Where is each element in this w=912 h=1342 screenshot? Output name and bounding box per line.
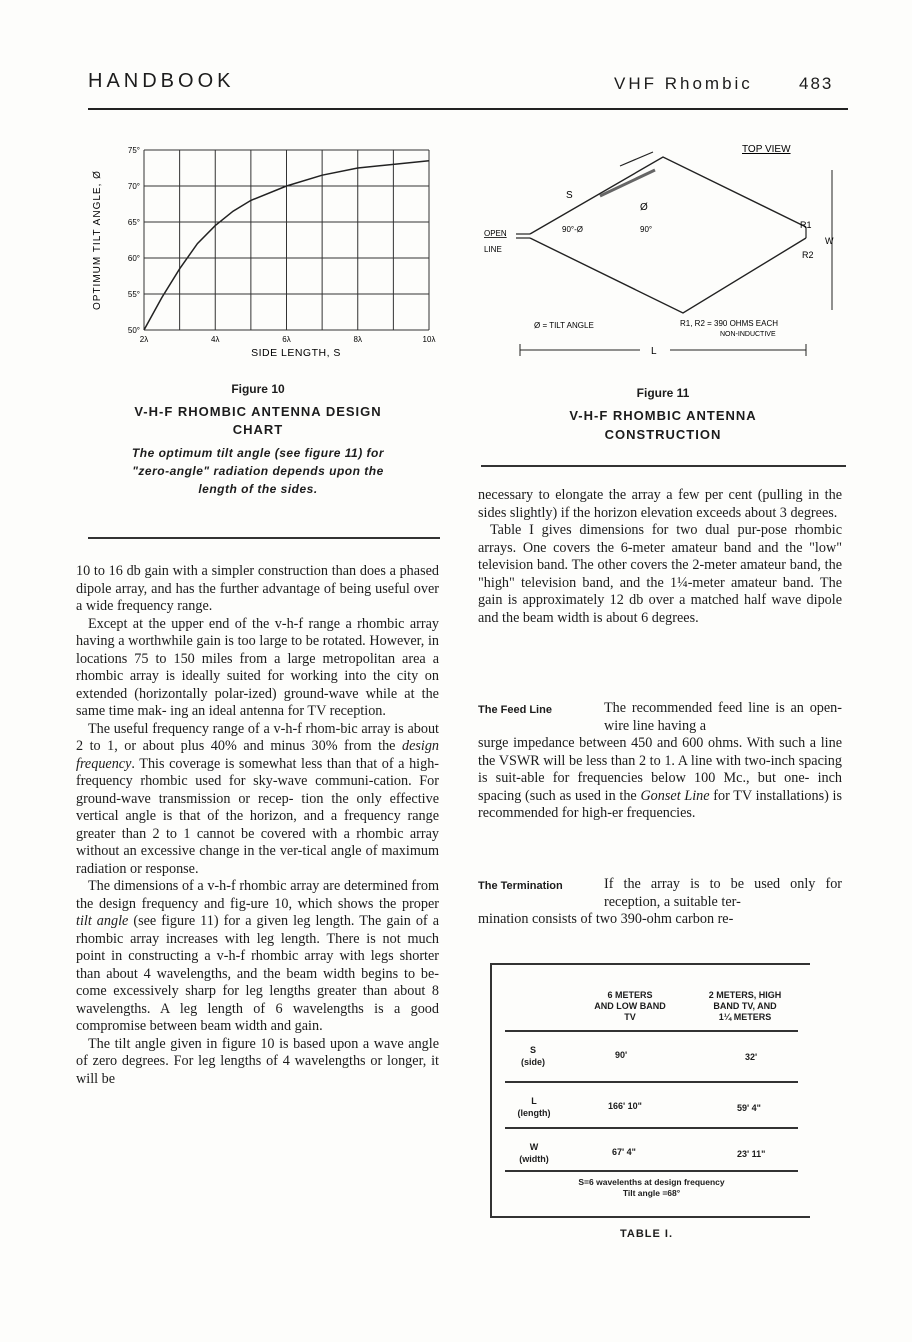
table-col1-header-line: AND LOW BAND: [594, 1001, 666, 1011]
table-row-label-sub: (width): [519, 1154, 549, 1164]
text-line: too large to be rotated. However, in locations: [76, 633, 440, 667]
table-col2-header-line: 1¼ METERS: [718, 1012, 772, 1022]
left-para-1: [76, 563, 439, 616]
text-line: Except at the upper end of the v-h-f range: [88, 615, 341, 632]
header-rule: [88, 108, 848, 110]
text-line: . This: [131, 755, 165, 772]
text-line: upon a wave angle of zero degrees. For leg: [76, 1035, 439, 1069]
y-tick-label: 55°: [127, 290, 140, 299]
table-cell: 166' 10": [608, 1101, 642, 1111]
leg-dimension-line: [620, 152, 653, 166]
text-line: The recommended feed line: [604, 700, 770, 716]
text-line: wavelengths, and the beam width begins to be-: [156, 965, 439, 982]
text-line: is an open-wire line having a: [604, 700, 842, 734]
top-view-label: TOP VIEW: [742, 144, 791, 155]
text-line: determined from the design frequency and fig-: [76, 878, 439, 912]
y-axis-label: OPTIMUM TILT ANGLE, Ø: [92, 170, 103, 310]
text-line: ure 10, which shows the proper: [250, 895, 440, 912]
text-line: come excessively sharp for leg lengths greater: [76, 983, 357, 999]
rhombus-bottom-legs: [530, 238, 806, 313]
text-line: The other covers the 2-meter amateur band,: [571, 557, 821, 573]
text-line: than about 8 wavelengths. A leg length of 6: [76, 983, 439, 1017]
table-row-label-main: S: [529, 1045, 536, 1055]
text-line: rhombic array with legs shorter than about 4: [76, 948, 440, 982]
table-row-label-main: W: [529, 1142, 539, 1152]
text-line: tion the only effective vertical angle is that: [76, 790, 439, 824]
termination-text: [478, 911, 842, 929]
text-line: (see: [128, 913, 157, 929]
table-row-label: [508, 1044, 558, 1068]
text-line: lengths of 4 wavelengths or longer, it will be: [76, 1053, 439, 1087]
right-caption-rule: [481, 465, 846, 467]
termination-heading: The Termination: [478, 880, 563, 892]
text-line: able for frequencies below 100 Mc., but one-: [520, 770, 810, 786]
figure-10-desc-3: length of the sides.: [198, 482, 318, 496]
text-line: pose rhombic arrays. One covers the 6-meter: [478, 522, 842, 556]
figure-11-number: Figure 11: [636, 386, 690, 400]
left-para-3: [76, 721, 439, 879]
table-row-label: [508, 1141, 560, 1165]
figure-10-number: Figure 10: [231, 382, 285, 396]
table-cell: 32': [745, 1052, 758, 1062]
table-row-label: [508, 1095, 560, 1119]
left-caption-rule: [88, 537, 440, 539]
text-line: tical angle of maximum radiation or response.: [76, 843, 439, 877]
table-rule: [505, 1030, 798, 1032]
x-tick-label: 4λ: [211, 335, 220, 344]
table-col2-header-line: 2 METERS, HIGH: [708, 990, 782, 1000]
text-line: array without an excessive change in the ver-: [76, 825, 440, 859]
text-line: wavelengths is a good compromise between: [76, 1000, 439, 1034]
resistor-legend-1: R1, R2 = 390 OHMS EACH: [680, 319, 779, 328]
text-line: If the array is to be used only: [604, 876, 816, 892]
table-footnote: [505, 1177, 798, 1199]
right-para-2: [478, 522, 842, 627]
text-line: a rhombic array increases with leg length.: [76, 913, 439, 947]
text-line: a rhombic array having a worthwhile gain is: [76, 615, 440, 649]
text-line: a rhombic array is ideally suited for working: [76, 650, 440, 684]
right-para-1: [478, 487, 842, 522]
text-line: elevation exceeds about 3 degrees.: [640, 504, 838, 521]
text-line: 10 to 16 db gain with a simpler construction: [76, 563, 328, 579]
figure-10-desc-1: The optimum tilt angle (see figure 11) for: [131, 446, 385, 460]
y-tick-label: 60°: [127, 254, 140, 263]
chart-grid: [144, 150, 429, 330]
r2-label: R2: [802, 250, 814, 260]
feed-line-heading: The Feed Line: [478, 704, 552, 716]
table-row-label-sub: (side): [520, 1057, 545, 1067]
text-line: for TV installations) is recommended for high-: [478, 787, 843, 821]
text-line: cation. For ground-wave transmission or recep-: [76, 773, 439, 807]
phi-label: Ø: [640, 202, 648, 213]
text-line: ing an ideal antenna for TV reception.: [170, 703, 386, 719]
w-label: W: [825, 236, 834, 246]
feed-line-text: [478, 735, 842, 823]
text-line: amateur band and the "low" television band.: [478, 539, 842, 573]
text-line: for reception, a suitable ter-: [604, 876, 843, 910]
text-line: than does a phased dipole array, and has the: [76, 563, 439, 597]
angle-label-1: 90°-Ø: [562, 225, 583, 234]
text-line: frequency range.: [116, 598, 213, 614]
text-line: bic array is about 2 to 1, or about plus 40% and: [76, 720, 439, 754]
text-line: minus 30% from the: [270, 738, 396, 754]
text-line: amateur band. The gain is approximately 12: [478, 574, 842, 608]
text-line: inch spacing (such as used in the: [478, 770, 843, 804]
table-cell: 59' 4": [737, 1103, 761, 1113]
table-col1-header-line: TV: [624, 1012, 636, 1022]
s-arrow-shaft: [600, 170, 655, 196]
emphasis-gonset-line: Gonset Line: [640, 787, 710, 804]
table-bottom-border: [490, 1216, 810, 1218]
table-rule: [505, 1170, 798, 1172]
y-tick-labels: [128, 146, 140, 335]
text-line: of the horizon, and a frequency range greater: [76, 808, 439, 842]
page-number: 483: [799, 74, 834, 93]
table-col2-header: [680, 990, 810, 1023]
text-line: The dimensions of a v-h-f rhombic array are: [88, 878, 341, 894]
text-line: further advantage of being useful over a wide: [76, 580, 440, 614]
figure-10-desc-2: "zero-angle" radiation depends upon the: [132, 464, 384, 478]
emphasis-design-frequency: design frequency: [76, 738, 440, 772]
text-line: the "high" television band, and the 1¼-meter: [478, 557, 843, 591]
termination-section: [478, 876, 842, 929]
line-label: LINE: [484, 245, 502, 254]
left-para-4: [76, 878, 439, 1036]
y-tick-label: 65°: [127, 218, 140, 227]
table-caption: TABLE I.: [620, 1228, 674, 1240]
y-tick-label: 50°: [127, 326, 140, 335]
table-col1-header-line: 6 METERS: [607, 990, 653, 1000]
figure-11-title-1: V-H-F RHOMBIC ANTENNA: [569, 408, 757, 423]
running-header-title: VHF Rhombic: [614, 74, 753, 93]
open-label: OPEN: [484, 229, 507, 238]
text-line: The useful frequency range of a v-h-f rhom-: [88, 720, 341, 737]
y-tick-label: 75°: [127, 146, 140, 155]
figure-11-title-2: CONSTRUCTION: [604, 427, 722, 442]
left-para-2: [76, 616, 439, 721]
text-line: 75 to 150 miles from a large metropolitan area: [134, 650, 426, 667]
table-left-border: [490, 963, 492, 1217]
text-line: coverage is somewhat less than that of a high-: [169, 755, 440, 772]
figure-10-title-1: V-H-F RHOMBIC ANTENNA DESIGN: [134, 404, 382, 419]
table-row-label-main: L: [531, 1096, 537, 1106]
text-line: beam width is about 6 degrees.: [522, 609, 699, 626]
figure-11-diagram: [470, 130, 850, 370]
table-rule: [505, 1127, 798, 1129]
l-label: L: [651, 346, 657, 357]
tilt-legend: Ø = TILT ANGLE: [534, 321, 594, 330]
text-line: There is not much point in constructing a v-h-f: [76, 930, 439, 964]
x-tick-label: 2λ: [139, 335, 149, 344]
table-cell: 90': [615, 1050, 628, 1060]
table-col2-header-line: BAND TV, AND: [713, 1001, 777, 1011]
text-line: (pulling in the sides slightly) if the horizon: [478, 487, 843, 521]
y-tick-label: 70°: [127, 182, 140, 191]
s-label: S: [566, 190, 573, 201]
table-col1-header: [560, 990, 700, 1023]
figure-10-chart: [84, 130, 454, 370]
feed-line-section: [478, 700, 842, 823]
text-line: er frequencies.: [611, 805, 696, 821]
table-cell: 23' 11": [737, 1149, 766, 1159]
figure-10-title-2: CHART: [232, 422, 284, 437]
angle-label-2: 90°: [640, 225, 653, 234]
text-line: ized) ground-wave while at the same time mak-: [76, 685, 439, 719]
running-header-left: HANDBOOK: [88, 70, 235, 92]
text-line: than 2 to 1 cannot be covered with a rhombic: [121, 825, 404, 842]
text-line: With such a line the VSWR will be less than: [478, 735, 842, 769]
left-column-text: [76, 563, 439, 1088]
text-line: Table I gives dimensions for two dual pur-: [490, 522, 761, 538]
emphasis-tilt-angle: tilt angle: [76, 913, 129, 929]
table-row-label-sub: (length): [517, 1108, 551, 1118]
text-line: beam width and gain.: [200, 1018, 323, 1034]
table-footnote-line: S=6 wavelenths at design frequency: [578, 1177, 725, 1187]
x-tick-label: 8λ: [353, 335, 362, 344]
x-axis-label: SIDE LENGTH, S: [251, 347, 341, 359]
resistor-legend-2: NON-INDUCTIVE: [720, 331, 776, 338]
right-column-text-top: [478, 487, 842, 627]
r1-label: R1: [800, 220, 812, 230]
left-para-5: [76, 1036, 439, 1089]
text-line: db over a matched half wave dipole and the: [478, 592, 843, 626]
x-tick-label: 6λ: [282, 335, 291, 344]
x-tick-label: 10λ: [422, 335, 436, 344]
text-line: into the city on extended (horizontally polar-: [76, 668, 439, 702]
text-line: The tilt angle given in figure 10 is based: [88, 1035, 326, 1052]
text-line: mination consists of two 390-ohm carbon re-: [478, 911, 734, 927]
text-line: necessary to elongate the array a few per cent: [478, 487, 753, 503]
text-line: 2 to 1. A line with two-inch spacing is suit-: [478, 752, 842, 786]
table-rule: [505, 1081, 798, 1083]
table-cell: 67' 4": [612, 1147, 636, 1157]
x-tick-labels: [140, 335, 436, 344]
text-line: surge impedance between 450 and 600 ohms.: [478, 735, 743, 751]
table-top-border: [490, 963, 810, 965]
text-line: frequency rhombic used for sky-wave communi-: [76, 773, 374, 789]
table-footnote-line: Tilt angle =68°: [622, 1188, 681, 1198]
text-line: figure 11) for a given leg length. The gain of: [161, 913, 428, 929]
